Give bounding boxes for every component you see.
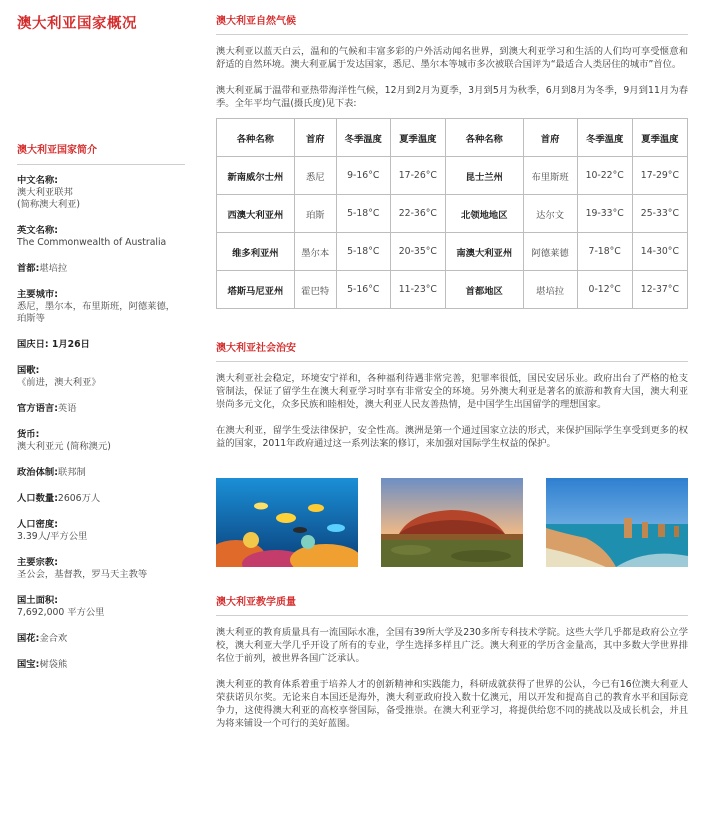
intro-field <box>17 467 177 479</box>
temperature-header-cell: 各种名称 <box>445 119 523 157</box>
safety-divider <box>216 361 688 362</box>
temperature-table-header <box>217 119 688 157</box>
safety-paragraph-1: 澳大利亚社会稳定，环境安宁祥和，各种福利待遇非常完善，犯罪率很低，国民安居乐业。政府出台了严格的枪支管制法，保证了留学生在澳大利亚学习时享有非常安全的环境。另外澳大利亚是著名的旅游和教育大国，澳大利亚崇尚多元文化，众多民族和睦相处，澳大利亚人民友善热情，是中国学生出国留学的理想国家。 <box>216 373 688 410</box>
temperature-cell: 20-35°C <box>390 233 445 271</box>
intro-field-key: 国庆日: 1月26日 <box>17 339 90 350</box>
intro-field-value: 树袋熊 <box>39 659 68 670</box>
temperature-header-cell: 首府 <box>294 119 336 157</box>
intro-field-value: The Commonwealth of Australia <box>17 237 167 248</box>
intro-field-key: 中文名称: <box>17 175 58 186</box>
intro-field <box>17 659 177 671</box>
left-column <box>17 12 177 685</box>
education-divider <box>216 615 688 616</box>
nature-paragraph-1: 澳大利亚以蓝天白云，温和的气候和丰富多彩的户外活动闻名世界，到澳大利亚学习和生活的人们均可享受惬意和舒适的自然环境。澳大利亚属于发达国家，悉尼、墨尔本等城市多次被联合国评为“最适合人类居住的城市”首位。 <box>216 46 688 70</box>
temperature-cell: 9-16°C <box>336 157 390 195</box>
intro-field-value: 圣公会，基督教，罗马天主教等 <box>17 569 148 580</box>
twelve-apostles-photo <box>546 478 688 567</box>
temperature-header-cell: 夏季温度 <box>390 119 445 157</box>
intro-field <box>17 519 177 543</box>
temperature-cell: 5-16°C <box>336 271 390 309</box>
temperature-cell: 7-18°C <box>577 233 632 271</box>
intro-field-key: 英文名称: <box>17 225 58 236</box>
temperature-header-cell: 各种名称 <box>217 119 295 157</box>
temperature-cell: 10-22°C <box>577 157 632 195</box>
intro-field-key: 国宝: <box>17 659 40 670</box>
intro-field-key: 主要宗教: <box>17 557 58 568</box>
intro-field <box>17 595 177 619</box>
intro-field <box>17 557 177 581</box>
intro-field-key: 主要城市: <box>17 289 58 300</box>
intro-field <box>17 365 177 389</box>
temperature-header-cell: 夏季温度 <box>632 119 687 157</box>
intro-field-value: 联邦制 <box>57 467 86 478</box>
temperature-cell: 北领地地区 <box>445 195 523 233</box>
temperature-cell: 霍巴特 <box>294 271 336 309</box>
temperature-cell: 14-30°C <box>632 233 687 271</box>
intro-field-key: 货币: <box>17 429 40 440</box>
intro-field-value: 澳大利亚元 (简称澳元) <box>17 441 111 452</box>
intro-field <box>17 403 177 415</box>
temperature-cell: 首都地区 <box>445 271 523 309</box>
intro-field <box>17 225 177 249</box>
intro-field-value: 澳大利亚联邦 (简称澳大利亚) <box>17 187 81 210</box>
temperature-table-body <box>217 157 688 309</box>
temperature-header-cell: 首府 <box>523 119 577 157</box>
intro-field <box>17 429 177 453</box>
temperature-cell: 17-26°C <box>390 157 445 195</box>
safety-paragraph-2: 在澳大利亚，留学生受法律保护，安全性高。澳洲是第一个通过国家立法的形式，来保护国际学生享受到更多的权益的国家，2011年政府通过这一系列法案的修订，来加强对国际学生权益的保护。 <box>216 425 688 449</box>
intro-field-value: 堪培拉 <box>39 263 68 274</box>
temperature-cell: 22-36°C <box>390 195 445 233</box>
intro-field-key: 人口密度: <box>17 519 58 530</box>
temperature-cell: 昆士兰州 <box>445 157 523 195</box>
intro-field-key: 人口数量: <box>17 493 58 504</box>
temperature-cell: 南澳大利亚州 <box>445 233 523 271</box>
intro-field-value: 2606万人 <box>57 493 101 504</box>
temperature-cell: 5-18°C <box>336 195 390 233</box>
education-section-title: 澳大利亚教学质量 <box>216 597 296 608</box>
intro-field <box>17 263 177 275</box>
temperature-header-cell: 冬季温度 <box>336 119 390 157</box>
temperature-cell: 布里斯班 <box>523 157 577 195</box>
temperature-cell: 达尔文 <box>523 195 577 233</box>
intro-field <box>17 175 177 211</box>
table-row <box>217 271 688 309</box>
intro-field-value: 悉尼，墨尔本，布里斯班，阿德莱德，珀斯等 <box>17 301 176 324</box>
coral-reef-photo <box>216 478 358 567</box>
intro-field-key: 政治体制: <box>17 467 58 478</box>
intro-field-key: 官方语言: <box>17 403 58 414</box>
temperature-cell: 悉尼 <box>294 157 336 195</box>
temperature-cell: 珀斯 <box>294 195 336 233</box>
safety-section-title: 澳大利亚社会治安 <box>216 343 296 354</box>
intro-field-key: 国土面积: <box>17 595 58 606</box>
temperature-cell: 25-33°C <box>632 195 687 233</box>
temperature-cell: 11-23°C <box>390 271 445 309</box>
temperature-cell: 0-12°C <box>577 271 632 309</box>
right-column <box>216 12 688 743</box>
temperature-header-cell: 冬季温度 <box>577 119 632 157</box>
intro-field-key: 国歌: <box>17 365 40 376</box>
nature-paragraph-2: 澳大利亚属于温带和亚热带海洋性气候，12月到2月为夏季，3月到5月为秋季，6月到8月为冬季，9月到11月为春季。全年平均气温(摄氏度)见下表: <box>216 85 688 109</box>
temperature-cell: 西澳大利亚州 <box>217 195 295 233</box>
temperature-cell: 堪培拉 <box>523 271 577 309</box>
temperature-cell: 阿德莱德 <box>523 233 577 271</box>
intro-field-value: 7,692,000 平方公里 <box>17 607 105 618</box>
table-row <box>217 195 688 233</box>
intro-field-value: 英语 <box>57 403 77 414</box>
intro-field-key: 国花: <box>17 633 40 644</box>
nature-section-title: 澳大利亚自然气候 <box>216 16 296 27</box>
education-paragraph-2: 澳大利亚的教育体系着重于培养人才的创新精神和实践能力，科研成就获得了世界的公认，今已有16位澳大利亚人荣获诺贝尔奖。无论来自本国还是海外，澳大利亚政府投入数十亿澳元，用以开发和提高自己的教育水平和国际竞争力，这使得澳大利亚的高校享誉国际，备受推崇。在澳大利亚学习，将提供给您不同的挑战以及成长机会，并且为将来铺设一个可行的美好蓝图。 <box>216 679 688 729</box>
table-row <box>217 233 688 271</box>
temperature-cell: 墨尔本 <box>294 233 336 271</box>
photo-strip <box>216 478 688 567</box>
temperature-cell: 维多利亚州 <box>217 233 295 271</box>
temperature-cell: 新南威尔士州 <box>217 157 295 195</box>
intro-field <box>17 493 177 505</box>
temperature-cell: 17-29°C <box>632 157 687 195</box>
table-row <box>217 157 688 195</box>
intro-divider <box>17 164 185 165</box>
intro-field <box>17 289 177 325</box>
intro-section-title: 澳大利亚国家简介 <box>17 145 97 156</box>
intro-field-value: 金合欢 <box>39 633 68 644</box>
page-title: 澳大利亚国家概况 <box>17 16 137 32</box>
intro-field-value: 《前进，澳大利亚》 <box>17 377 101 388</box>
temperature-cell: 19-33°C <box>577 195 632 233</box>
nature-divider <box>216 34 688 35</box>
intro-field-key: 首都: <box>17 263 40 274</box>
uluru-photo <box>381 478 523 567</box>
intro-field-list <box>17 175 177 671</box>
temperature-cell: 5-18°C <box>336 233 390 271</box>
intro-field-value: 3.39人/平方公里 <box>17 531 88 542</box>
intro-field <box>17 339 177 351</box>
temperature-cell: 塔斯马尼亚州 <box>217 271 295 309</box>
intro-field <box>17 633 177 645</box>
education-paragraph-1: 澳大利亚的教育质量具有一流国际水准，全国有39所大学及230多所专科技术学院。这些大学几乎都是政府公立学校，澳大利亚大学几乎开设了所有的专业，学生选择多样且广泛。澳大利亚的学历含金量高，其中多数大学世界排名位于前列，被世界各国广泛承认。 <box>216 627 688 664</box>
temperature-table <box>216 118 688 309</box>
temperature-cell: 12-37°C <box>632 271 687 309</box>
